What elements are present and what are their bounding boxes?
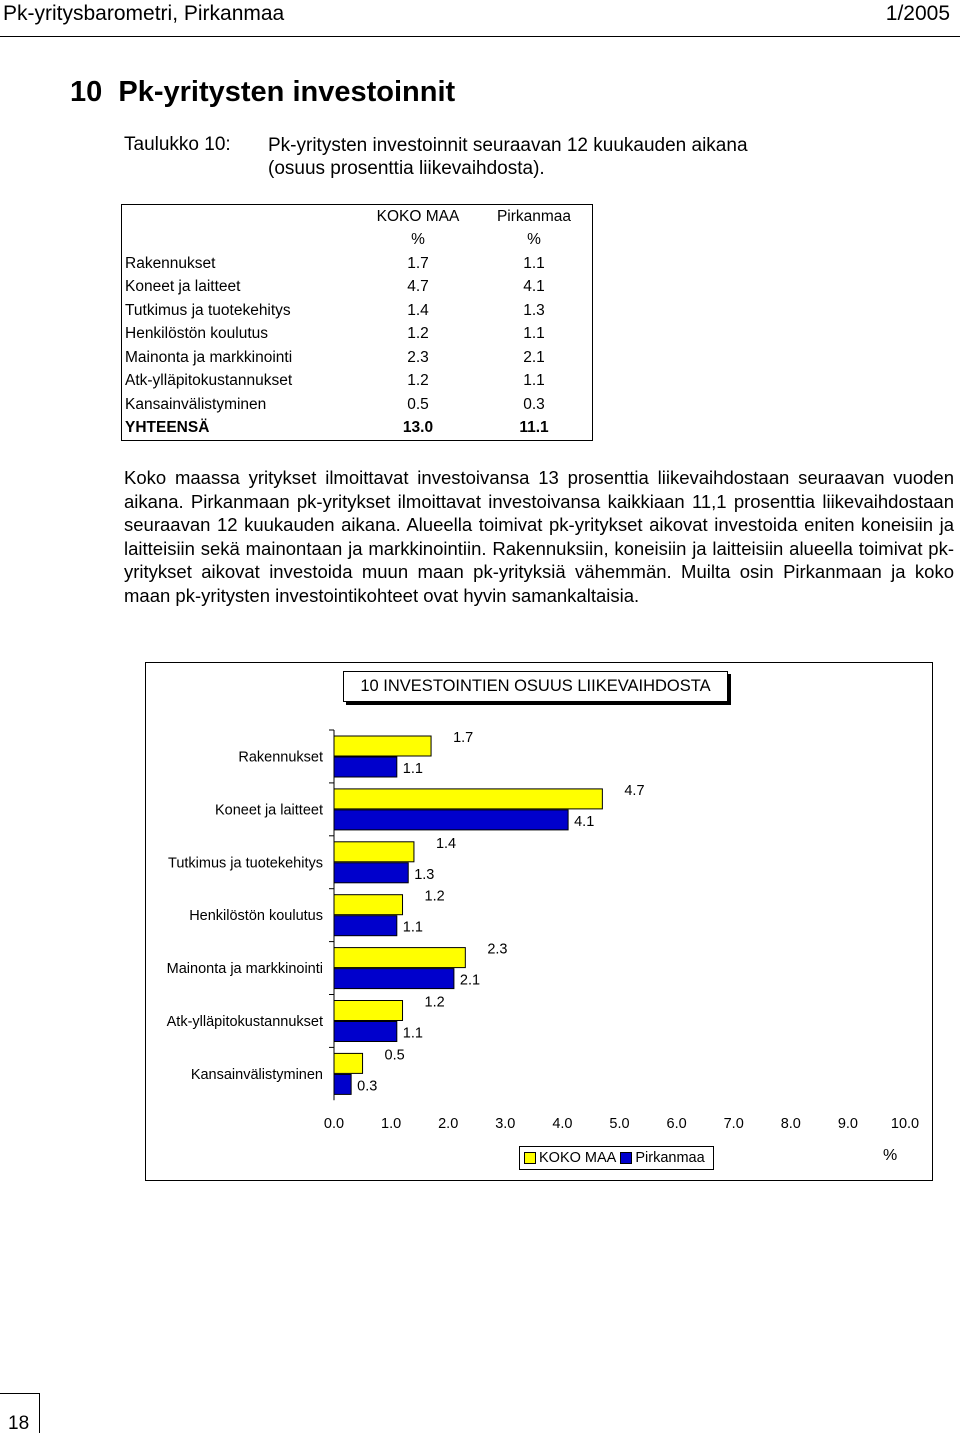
- row-koko: 0.5: [407, 395, 429, 413]
- data-label: 1.2: [424, 994, 445, 1011]
- table-row: [122, 252, 593, 276]
- row-label: Atk-ylläpitokustannukset: [125, 372, 293, 390]
- row-koko: 1.4: [407, 301, 429, 319]
- category-label: Mainonta ja markkinointi: [166, 961, 323, 978]
- chart-title: 10 INVESTOINTIEN OSUUS LIIKEVAIHDOSTA: [343, 671, 728, 702]
- legend-label-koko: KOKO MAA: [539, 1150, 617, 1166]
- x-tick-label: 7.0: [723, 1116, 744, 1132]
- data-label: 1.1: [402, 761, 423, 777]
- x-tick-label: 1.0: [381, 1116, 402, 1132]
- row-pirkanmaa: 1.3: [523, 301, 545, 319]
- page-number: 18: [8, 1413, 30, 1434]
- total-pirkanmaa: 11.1: [519, 419, 549, 437]
- x-tick-label: 3.0: [495, 1116, 516, 1132]
- table-caption-line-1: Pk-yritysten investoinnit seuraavan 12 kuukauden aikana: [268, 135, 748, 156]
- x-axis-unit: %: [883, 1147, 898, 1164]
- table-caption-text: [268, 134, 908, 180]
- table-header-pirkanmaa: Pirkanmaa: [496, 207, 572, 225]
- row-label: Kansainvälistyminen: [125, 395, 267, 413]
- table-caption-line-2: (osuus prosenttia liikevaihdosta).: [268, 158, 545, 179]
- data-label: 2.3: [487, 941, 508, 958]
- row-pirkanmaa: 1.1: [523, 254, 545, 272]
- row-label: Koneet ja laitteet: [125, 278, 241, 296]
- row-koko: 1.2: [407, 325, 429, 343]
- table-row: [122, 299, 593, 323]
- table-row: [122, 346, 593, 370]
- total-label: YHTEENSÄ: [125, 419, 210, 437]
- row-koko: 1.7: [407, 254, 429, 272]
- data-label: 1.7: [453, 730, 474, 746]
- running-header-title: Pk-yritysbarometri, Pirkanmaa: [3, 2, 285, 25]
- row-label: Henkilöstön koulutus: [125, 325, 269, 343]
- category-label: Atk-ylläpitokustannukset: [166, 1014, 323, 1030]
- x-tick-label: 2.0: [438, 1116, 459, 1132]
- section-title: 10 Pk-yritysten investoinnit: [70, 76, 456, 108]
- data-label: 1.1: [402, 1025, 423, 1042]
- data-label: 4.7: [624, 782, 645, 799]
- row-koko: 1.2: [407, 372, 429, 390]
- table-header-koko: KOKO MAA: [376, 207, 460, 225]
- data-label: 0.5: [384, 1047, 405, 1064]
- data-label: 0.3: [357, 1078, 378, 1095]
- table-row: [122, 370, 593, 394]
- category-label: Tutkimus ja tuotekehitys: [168, 855, 323, 872]
- table-caption-label: Taulukko 10:: [124, 134, 231, 155]
- body-paragraph: Koko maassa yritykset ilmoittavat investoivansa 13 prosenttia liikevaihdostaan seuraavan vuoden aikana. Pirkanmaan pk-yritykset ilmoittavat investoivansa kaikkiaan 11,1 prosenttia liikevaihdostaan seuraavan 12 kuukauden aikana. Alueella toimivat pk-yritykset aikovat investoida eniten koneisiin ja laitteisiin sekä mainontaan ja markkinointiin. Rakennuksiin, koneisiin ja laitteisiin alueella toimivat pk-yritykset aikovat investoida muun maan pk-yrityksiä vähemmän. Muilta osin Pirkanmaan ja koko maan pk-yritysten investointikohteet ovat hyvin samankaltaisia.: [124, 467, 954, 606]
- row-label: Rakennukset: [125, 254, 216, 272]
- x-tick-label: 5.0: [609, 1116, 630, 1132]
- data-label: 2.1: [459, 972, 481, 989]
- legend-swatch-pirkanmaa: [620, 1152, 632, 1164]
- table-row: [122, 323, 593, 347]
- row-label: Tutkimus ja tuotekehitys: [125, 301, 291, 319]
- legend-label-pirkanmaa: Pirkanmaa: [635, 1150, 705, 1166]
- x-tick-label: 6.0: [666, 1116, 687, 1132]
- table-row: [122, 393, 593, 417]
- x-tick-label: 10.0: [890, 1116, 920, 1132]
- x-tick-label: 9.0: [837, 1116, 858, 1132]
- row-label: Mainonta ja markkinointi: [125, 348, 293, 366]
- chart-frame: [145, 662, 933, 1181]
- category-label: Henkilöstön koulutus: [189, 908, 323, 925]
- legend-swatch-koko: [524, 1152, 536, 1164]
- data-label: 1.3: [414, 866, 435, 883]
- category-label: Koneet ja laitteet: [214, 802, 323, 819]
- running-header-issue: 1/2005: [885, 2, 950, 25]
- row-pirkanmaa: 4.1: [523, 278, 545, 296]
- category-label: Kansainvälistyminen: [190, 1066, 323, 1083]
- data-label: 1.1: [402, 919, 423, 936]
- row-pirkanmaa: 1.1: [523, 325, 545, 343]
- row-pirkanmaa: 2.1: [523, 348, 545, 366]
- table-total-row: [122, 417, 593, 441]
- table-header-empty: [122, 205, 361, 229]
- chart-legend: [519, 1146, 714, 1170]
- category-label: Rakennukset: [238, 749, 323, 766]
- table-header-row: [122, 205, 593, 229]
- data-label: 1.4: [435, 835, 457, 852]
- investment-table: [121, 204, 593, 441]
- header-rule: [0, 36, 960, 37]
- row-koko: 2.3: [407, 348, 429, 366]
- table-row: [122, 276, 593, 300]
- data-label: 1.2: [424, 888, 445, 905]
- x-tick-label: 0.0: [323, 1116, 345, 1132]
- row-koko: 4.7: [407, 278, 429, 296]
- row-pirkanmaa: 0.3: [523, 395, 545, 413]
- data-label: 4.1: [574, 813, 595, 830]
- x-tick-label: 4.0: [552, 1116, 573, 1132]
- table-unit-koko: %: [411, 231, 425, 249]
- table-unit-pirkanmaa: %: [527, 231, 541, 249]
- row-pirkanmaa: 1.1: [523, 372, 545, 390]
- total-koko: 13.0: [402, 419, 434, 437]
- x-tick-label: 8.0: [780, 1116, 801, 1132]
- table-unit-row: [122, 229, 593, 253]
